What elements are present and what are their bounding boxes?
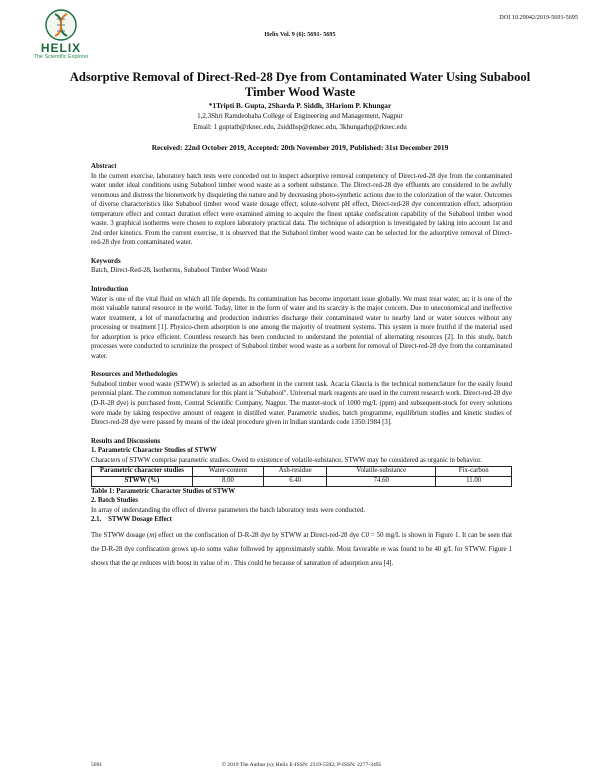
copyright-line: © 2019 The Author (s); Helix E-ISSN: 2319-5592; P-ISSN: 2277-3495 [221,762,382,768]
math-m: m [224,559,230,567]
methods-heading: Resources and Methodologies [91,371,178,379]
math-c0: C0 [361,531,370,539]
parametric-table [91,466,512,486]
table-header-cell: Ash-residue [264,467,327,477]
table-header-cell: Water-content [192,467,263,477]
article-body [91,162,512,571]
logo-wordmark: HELIX [40,41,82,55]
author-list: *1Tripti B. Gupta, 2Sharda P. Siddh, 3Hariom P. Khungar [208,101,392,110]
section-1-heading: 1. Parametric Character Studies of STWW [91,447,217,455]
math-m: m [149,531,155,539]
abstract-heading: Abstract [91,163,117,170]
page-number: 5691 [91,762,103,768]
affiliation: 1,2,3Shri Ramdeobaba College of Engineering and Management, Nagpur [197,112,403,120]
table-caption: Table 1: Parametric Character Studies of STWW [91,487,236,495]
publication-dates: Received: 22nd October 2019, Accepted: 20th November 2019, Published: 31st December 2019 [151,143,449,152]
section-2-1-heading: 2.1. STWW Dosage Effect [91,516,172,524]
keywords-heading: Keywords [91,257,121,265]
methods-text: Subabool timber wood waste (STWW) is selected as an adsorbent in the current task. Acacia Glaucia is the technical nomenclature for the easily found perennial plant. The common nomenclature for this plant is "Subabool". Universal mark reagents are used in the current research work. Direct-red-28 dye (D-R-28 dye) is purchased from, Central Scientific Company, Nagpur. The master-stock of 1000 mg/L (ppm) and subsequent-stock for every solutions were made by taking respective amount of reagent in distilled water. Parametric studies, batch programme, equilibrium studies and kinetic studies of Direct-red-28 dye were passed by means of the ideal procedure given in Indian standards code 1350:1984 [3]. [91,380,512,427]
table-header-cell: Fix-carbon [436,467,512,477]
keywords-text: Batch, Direct-Red-28, Isotherms, Subabool Timber Wood Waste [91,267,267,275]
table-header-row [92,467,512,477]
abstract-text: In the current exercise, laboratory batch tests were conceded out to inspect adsorptive removal competency of Direct-red-28 dye from the contaminated water under ideal conditions using Subabool timber wood waste as a sorbent substance. The Direct-red-28 dye effluents are considered to be awfully venomous and distress the bionetwork by disquieting the nature and by decreasing photo-synthetic actions due to the colorization of the water. Outcomes of diverse characteristics like Subabool timber wood waste dosage effect, solute-solvent pH effect, Direct-red-28 dye concentration effect, adsorption temperature effect and contact duration effect were examined aiming to acquire the finest uptake confiscation capability of the Subabool timber wood waste. 3 graphical isotherms were chosen to explore laboratory practical data. The technique of adsorption is investigated by taking into account 1st and 2nd order kinetics. From the current exercise, it is observed that the Subabool timber wood waste can be selected for the adsorptive removal of Direct-red-28 dye from contaminated water. [91,172,512,247]
paper-title: Adsorptive Removal of Direct-Red-28 Dye from Contaminated Water Using Subabool Timber Wood Waste [69,70,531,99]
table-cell: 8.00 [192,476,263,486]
helix-logo [26,8,96,68]
math-m: m [380,545,386,553]
doi-text: DOI 10.29042/2019-5691-5695 [499,14,578,21]
math-qe: qe [131,559,139,567]
results-heading: Results and Discussions [91,437,161,445]
journal-line: Helix Vol. 9 (6): 5691- 5695 [264,31,336,38]
table-cell: 74.60 [327,476,436,486]
section-2-text: In array of understanding the effect of diverse parameters the batch laboratory tests were conducted. [91,506,366,514]
table-cell: 6.40 [264,476,327,486]
table-row-label: STWW (%) [92,476,193,486]
logo-tagline: The Scientific Explorer [33,54,89,60]
section-1-text: Characters of STWW comprise parametric studies. Owed to existence of volatile-substance, STWW may be considered as organic in behavior. [91,456,482,464]
table-row [92,476,512,486]
section-2-1-text: The STWW dosage (m) effect on the confiscation of D-R-28 dye by STWW at Direct-red-28 dye C0 = 50 mg/L is shown in Figure 1. It can be seen that the D-R-28 dye confiscation grows up-to some value followed by approximately stable. Most favorable m was found to be 40 g/L for STWW. Figure 1 shows that the qe reduces with boost in value of m . This could be because of saturation of adsorption area [4]. [91,531,512,567]
introduction-heading: Introduction [91,286,129,294]
section-2-heading: 2. Batch Studies [91,497,138,505]
table-cell: 11.00 [436,476,512,486]
introduction-text: Water is one of the vital fluid on which all life depends. Its contamination has become important issue globally. We must treat water, as; it is one of the most valuable natural resource in the world. Today, litter in the form of water and its scarcity is the major concern. Due to uneconomical and ineffective water treatment, a lot of manufacturing and production industries discharge their contaminated water to nearby land or water sources without any processing or treatment [1]. Physico-chem adsorption is one among the majority of treatment systems. This system is more fruitful if the material used for adsorption is price efficient. Countless research has been conducted to understand the potential of alternating resources [2]. In this study, batch processes were conducted to scrutinize the prospect of Subabool timber wood waste as a sorbent for removal of Direct-red-28 dye from the contaminated water. [91,295,512,360]
email-line: Email: 1 guptatb@rknec.edu, 2siddhsp@rknec.edu, 3khungarhp@rknec.edu [193,123,407,131]
table-header-cell: Volatile-substance [327,467,436,477]
table-header-cell: Parametric character studies [92,467,193,477]
